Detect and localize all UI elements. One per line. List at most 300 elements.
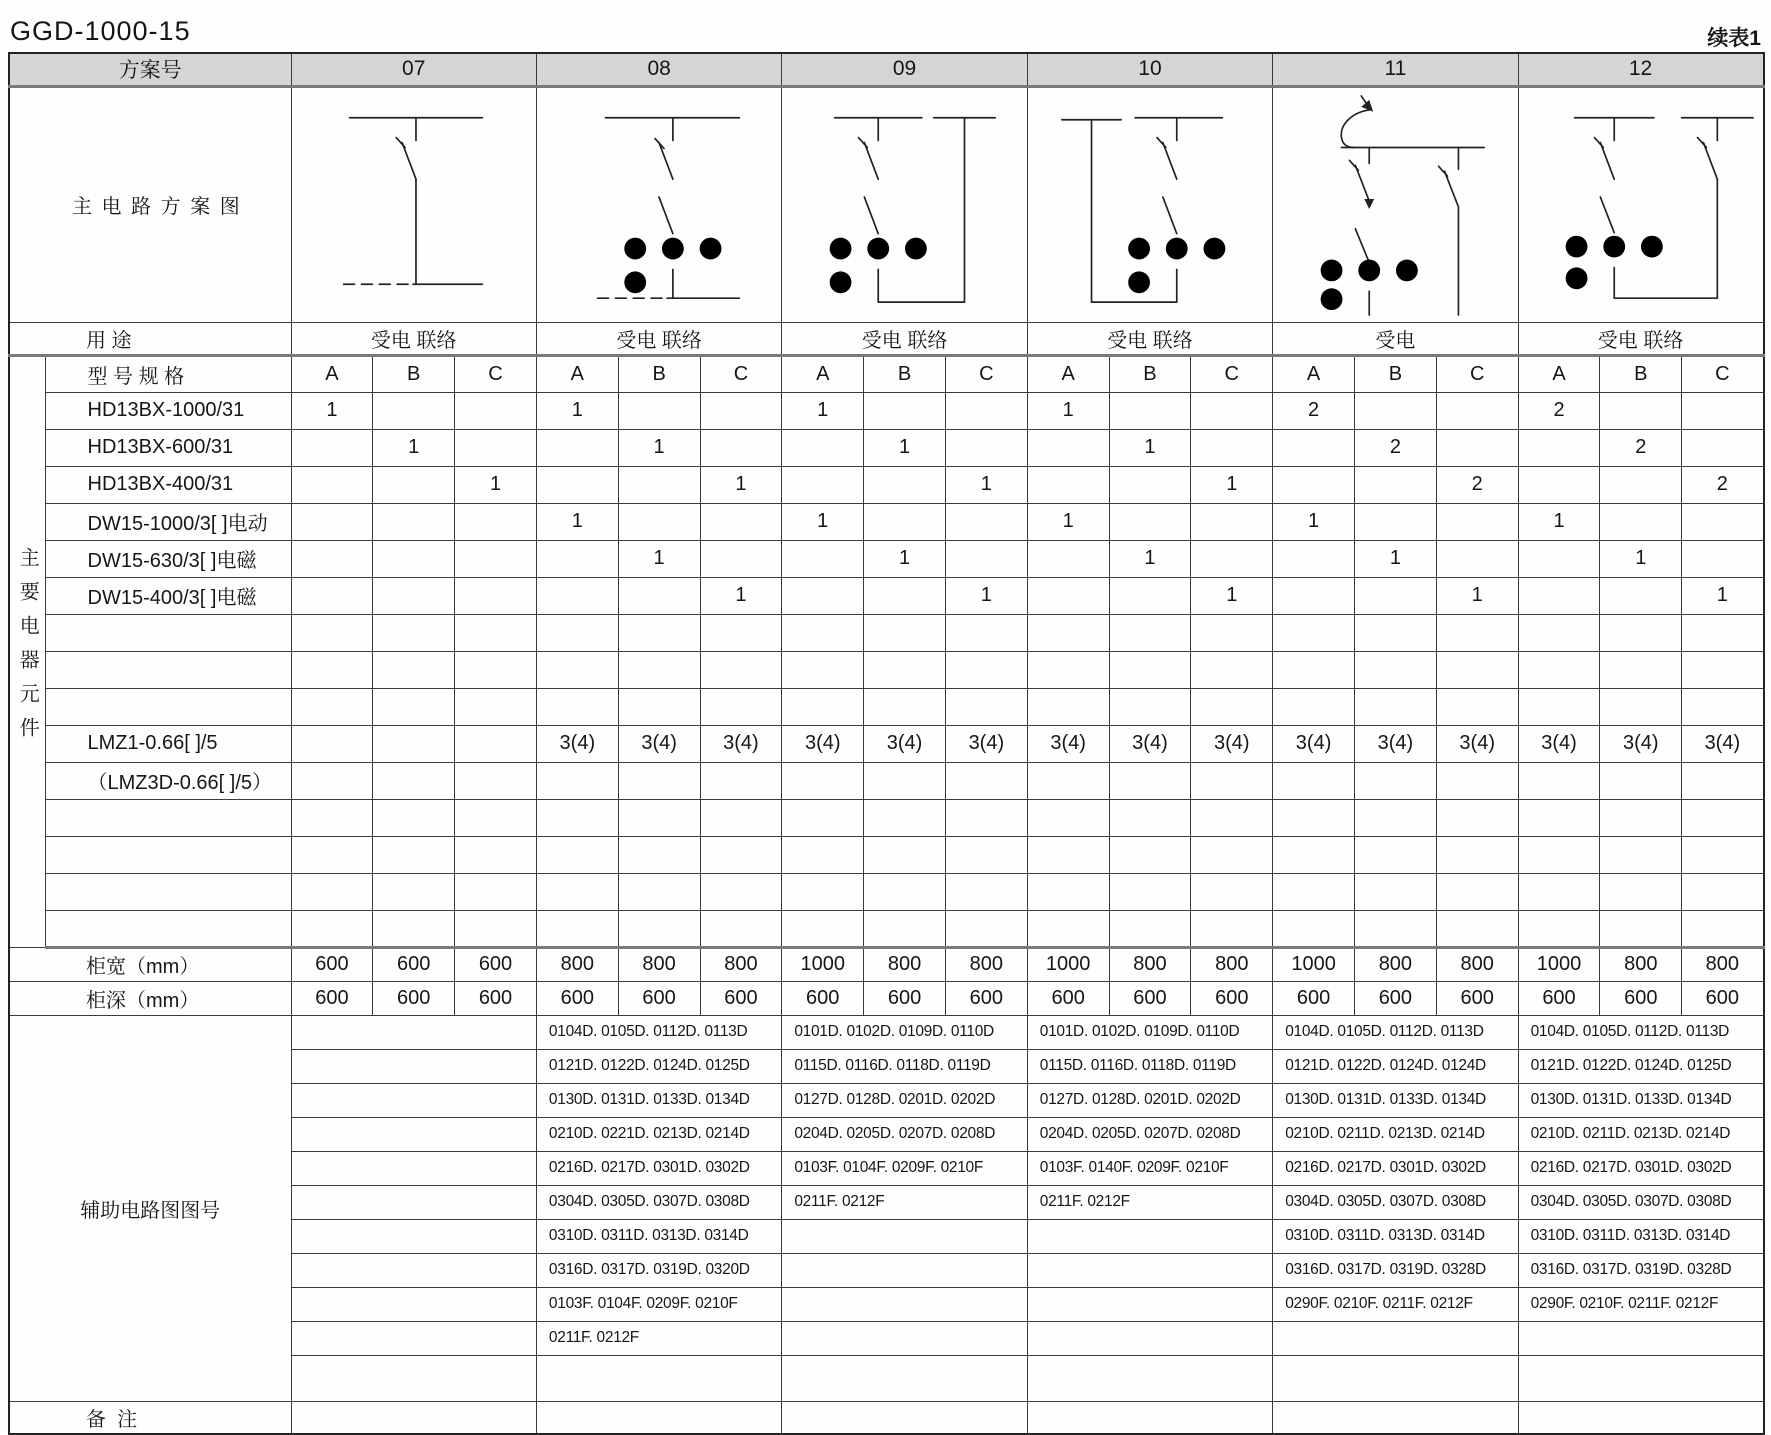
component-qty-r7-c15 <box>1518 651 1600 688</box>
component-qty-r3-c3: 1 <box>536 503 618 540</box>
component-qty-r6-c12 <box>1273 614 1355 651</box>
component-qty-r3-c1 <box>373 503 455 540</box>
cabinet-depth-value-7: 600 <box>864 981 946 1015</box>
usage-row <box>9 322 1764 355</box>
cabinet-depth-value-1: 600 <box>373 981 455 1015</box>
spec-header-row <box>9 355 1764 392</box>
component-qty-r10-c15 <box>1518 762 1600 799</box>
component-qty-r1-c16: 2 <box>1600 429 1682 466</box>
subcolumn-header-b-scheme-09: B <box>864 355 946 392</box>
component-qty-r7-c13 <box>1354 651 1436 688</box>
component-qty-r5-c7 <box>864 577 946 614</box>
subcolumn-header-c-scheme-09: C <box>945 355 1027 392</box>
component-label-2: HD13BX-400/31 <box>45 466 291 503</box>
subcolumn-header-b-scheme-07: B <box>373 355 455 392</box>
component-qty-r9-c12: 3(4) <box>1273 725 1355 762</box>
component-qty-r4-c4: 1 <box>618 540 700 577</box>
component-row-2 <box>9 466 1764 503</box>
single-line-diagram-10 <box>1028 88 1271 316</box>
component-qty-r5-c12 <box>1273 577 1355 614</box>
component-qty-r10-c16 <box>1600 762 1682 799</box>
component-qty-r14-c7 <box>864 910 946 947</box>
component-qty-r11-c15 <box>1518 799 1600 836</box>
cabinet-width-label: 柜宽（mm） <box>9 947 291 981</box>
component-qty-r10-c6 <box>782 762 864 799</box>
component-qty-r0-c4 <box>618 392 700 429</box>
component-qty-r8-c16 <box>1600 688 1682 725</box>
aux-circuit-label: 辅助电路图图号 <box>9 1015 291 1401</box>
component-qty-r12-c16 <box>1600 836 1682 873</box>
aux-empty-scheme-10 <box>1027 1355 1272 1401</box>
cabinet-width-value-5: 800 <box>700 947 782 981</box>
aux-codes-r3-scheme-10: 0204D. 0205D. 0207D. 0208D <box>1027 1117 1272 1151</box>
component-qty-r3-c9: 1 <box>1027 503 1109 540</box>
aux-codes-r4-scheme-11: 0216D. 0217D. 0301D. 0302D <box>1273 1151 1518 1185</box>
component-qty-r11-c14 <box>1436 799 1518 836</box>
component-qty-r8-c11 <box>1191 688 1273 725</box>
aux-circuit-section <box>9 1015 1764 1401</box>
component-qty-r6-c6 <box>782 614 864 651</box>
component-qty-r0-c0: 1 <box>291 392 373 429</box>
component-qty-r8-c9 <box>1027 688 1109 725</box>
single-line-diagram-07 <box>292 88 535 316</box>
remark-value-scheme-10 <box>1027 1401 1272 1434</box>
circuit-diagram-scheme-11 <box>1273 86 1518 322</box>
cabinet-depth-value-8: 600 <box>945 981 1027 1015</box>
component-qty-r2-c5: 1 <box>700 466 782 503</box>
remark-value-scheme-12 <box>1518 1401 1763 1434</box>
component-qty-r10-c9 <box>1027 762 1109 799</box>
component-qty-r13-c4 <box>618 873 700 910</box>
component-qty-r5-c10 <box>1109 577 1191 614</box>
component-qty-r10-c5 <box>700 762 782 799</box>
subcolumn-header-b-scheme-11: B <box>1354 355 1436 392</box>
aux-codes-r0-scheme-09: 0101D. 0102D. 0109D. 0110D <box>782 1015 1027 1049</box>
aux-codes-r8-scheme-08: 0103F. 0104F. 0209F. 0210F <box>536 1287 781 1321</box>
component-qty-r12-c7 <box>864 836 946 873</box>
component-qty-r1-c12 <box>1273 429 1355 466</box>
aux-codes-r5-scheme-12: 0304D. 0305D. 0307D. 0308D <box>1518 1185 1763 1219</box>
component-qty-r2-c3 <box>536 466 618 503</box>
component-qty-r12-c14 <box>1436 836 1518 873</box>
component-qty-r0-c9: 1 <box>1027 392 1109 429</box>
cabinet-depth-value-17: 600 <box>1682 981 1764 1015</box>
component-label-4: DW15-630/3[ ]电磁 <box>45 540 291 577</box>
component-qty-r7-c2 <box>455 651 537 688</box>
cabinet-width-value-14: 800 <box>1436 947 1518 981</box>
component-qty-r10-c17 <box>1682 762 1764 799</box>
component-qty-r13-c5 <box>700 873 782 910</box>
component-label-10: （LMZ3D-0.66[ ]/5） <box>45 762 291 799</box>
component-qty-r9-c11: 3(4) <box>1191 725 1273 762</box>
circuit-diagram-scheme-12 <box>1518 86 1763 322</box>
component-qty-r5-c16 <box>1600 577 1682 614</box>
component-qty-r7-c6 <box>782 651 864 688</box>
component-qty-r10-c3 <box>536 762 618 799</box>
component-qty-r13-c10 <box>1109 873 1191 910</box>
aux-codes-r9-scheme-07 <box>291 1321 536 1355</box>
component-qty-r14-c13 <box>1354 910 1436 947</box>
aux-empty-scheme-09 <box>782 1355 1027 1401</box>
remark-value-scheme-09 <box>782 1401 1027 1434</box>
component-qty-r13-c2 <box>455 873 537 910</box>
component-qty-r2-c16 <box>1600 466 1682 503</box>
subcolumn-header-b-scheme-12: B <box>1600 355 1682 392</box>
cabinet-depth-value-4: 600 <box>618 981 700 1015</box>
aux-codes-r7-scheme-08: 0316D. 0317D. 0319D. 0320D <box>536 1253 781 1287</box>
component-qty-r0-c17 <box>1682 392 1764 429</box>
aux-codes-r2-scheme-07 <box>291 1083 536 1117</box>
aux-codes-r3-scheme-12: 0210D. 0211D. 0213D. 0214D <box>1518 1117 1763 1151</box>
component-qty-r5-c6 <box>782 577 864 614</box>
component-row-8 <box>9 688 1764 725</box>
component-qty-r6-c9 <box>1027 614 1109 651</box>
component-qty-r13-c17 <box>1682 873 1764 910</box>
single-line-diagram-12 <box>1519 88 1762 316</box>
cabinet-width-value-3: 800 <box>536 947 618 981</box>
component-qty-r9-c1 <box>373 725 455 762</box>
aux-codes-r8-scheme-10 <box>1027 1287 1272 1321</box>
component-qty-r13-c11 <box>1191 873 1273 910</box>
circuit-diagram-scheme-07 <box>291 86 536 322</box>
component-row-12 <box>9 836 1764 873</box>
component-qty-r10-c1 <box>373 762 455 799</box>
component-label-3: DW15-1000/3[ ]电动 <box>45 503 291 540</box>
aux-codes-r9-scheme-08: 0211F. 0212F <box>536 1321 781 1355</box>
component-qty-r9-c6: 3(4) <box>782 725 864 762</box>
component-qty-r13-c6 <box>782 873 864 910</box>
component-qty-r3-c4 <box>618 503 700 540</box>
aux-codes-r8-scheme-09 <box>782 1287 1027 1321</box>
component-qty-r12-c1 <box>373 836 455 873</box>
component-qty-r11-c10 <box>1109 799 1191 836</box>
component-row-1 <box>9 429 1764 466</box>
component-qty-r10-c14 <box>1436 762 1518 799</box>
component-qty-r1-c2 <box>455 429 537 466</box>
component-qty-r7-c3 <box>536 651 618 688</box>
component-qty-r0-c15: 2 <box>1518 392 1600 429</box>
main-components-side-text: 主要电器元件 <box>16 546 39 751</box>
component-qty-r1-c3 <box>536 429 618 466</box>
subcolumn-header-a-scheme-10: A <box>1027 355 1109 392</box>
component-qty-r11-c9 <box>1027 799 1109 836</box>
component-qty-r14-c12 <box>1273 910 1355 947</box>
cabinet-depth-value-16: 600 <box>1600 981 1682 1015</box>
aux-codes-r1-scheme-12: 0121D. 0122D. 0124D. 0125D <box>1518 1049 1763 1083</box>
usage-value-scheme-10: 受电 联络 <box>1027 322 1272 355</box>
subcolumn-header-a-scheme-08: A <box>536 355 618 392</box>
component-qty-r6-c14 <box>1436 614 1518 651</box>
component-qty-r9-c4: 3(4) <box>618 725 700 762</box>
component-row-7 <box>9 651 1764 688</box>
component-qty-r0-c1 <box>373 392 455 429</box>
component-qty-r7-c11 <box>1191 651 1273 688</box>
cabinet-depth-value-3: 600 <box>536 981 618 1015</box>
component-qty-r1-c0 <box>291 429 373 466</box>
cabinet-width-row <box>9 947 1764 981</box>
component-qty-r12-c17 <box>1682 836 1764 873</box>
aux-codes-r7-scheme-09 <box>782 1253 1027 1287</box>
cabinet-depth-value-15: 600 <box>1518 981 1600 1015</box>
remark-label: 备 注 <box>9 1401 291 1434</box>
component-qty-r14-c8 <box>945 910 1027 947</box>
aux-codes-r5-scheme-11: 0304D. 0305D. 0307D. 0308D <box>1273 1185 1518 1219</box>
component-qty-r11-c6 <box>782 799 864 836</box>
component-qty-r3-c5 <box>700 503 782 540</box>
component-qty-r12-c12 <box>1273 836 1355 873</box>
component-qty-r2-c13 <box>1354 466 1436 503</box>
component-label-0: HD13BX-1000/31 <box>45 392 291 429</box>
component-qty-r11-c12 <box>1273 799 1355 836</box>
aux-codes-r9-scheme-10 <box>1027 1321 1272 1355</box>
component-row-13 <box>9 873 1764 910</box>
component-qty-r3-c12: 1 <box>1273 503 1355 540</box>
aux-empty-scheme-07 <box>291 1355 536 1401</box>
component-qty-r5-c1 <box>373 577 455 614</box>
circuit-diagram-scheme-09 <box>782 86 1027 322</box>
cabinet-width-value-13: 800 <box>1354 947 1436 981</box>
aux-codes-r0-scheme-08: 0104D. 0105D. 0112D. 0113D <box>536 1015 781 1049</box>
component-qty-r2-c8: 1 <box>945 466 1027 503</box>
aux-codes-r1-scheme-11: 0121D. 0122D. 0124D. 0124D <box>1273 1049 1518 1083</box>
component-qty-r4-c2 <box>455 540 537 577</box>
aux-codes-r3-scheme-09: 0204D. 0205D. 0207D. 0208D <box>782 1117 1027 1151</box>
component-qty-r1-c14 <box>1436 429 1518 466</box>
component-qty-r6-c13 <box>1354 614 1436 651</box>
component-qty-r3-c14 <box>1436 503 1518 540</box>
cabinet-width-value-8: 800 <box>945 947 1027 981</box>
component-qty-r1-c1: 1 <box>373 429 455 466</box>
single-line-diagram-11 <box>1274 88 1517 316</box>
component-qty-r6-c3 <box>536 614 618 651</box>
component-qty-r0-c8 <box>945 392 1027 429</box>
component-qty-r5-c0 <box>291 577 373 614</box>
component-qty-r7-c8 <box>945 651 1027 688</box>
cabinet-depth-value-14: 600 <box>1436 981 1518 1015</box>
component-qty-r7-c12 <box>1273 651 1355 688</box>
component-qty-r8-c8 <box>945 688 1027 725</box>
component-qty-r6-c15 <box>1518 614 1600 651</box>
component-qty-r3-c16 <box>1600 503 1682 540</box>
aux-empty-scheme-11 <box>1273 1355 1518 1401</box>
circuit-diagram-scheme-10 <box>1027 86 1272 322</box>
scheme-number-12: 12 <box>1518 53 1763 86</box>
component-qty-r8-c13 <box>1354 688 1436 725</box>
component-qty-r5-c3 <box>536 577 618 614</box>
component-qty-r12-c13 <box>1354 836 1436 873</box>
component-qty-r9-c2 <box>455 725 537 762</box>
component-qty-r14-c2 <box>455 910 537 947</box>
aux-codes-r8-scheme-12: 0290F. 0210F. 0211F. 0212F <box>1518 1287 1763 1321</box>
cabinet-width-value-12: 1000 <box>1273 947 1355 981</box>
cabinet-depth-value-12: 600 <box>1273 981 1355 1015</box>
component-qty-r8-c3 <box>536 688 618 725</box>
aux-codes-r2-scheme-10: 0127D. 0128D. 0201D. 0202D <box>1027 1083 1272 1117</box>
component-qty-r5-c11: 1 <box>1191 577 1273 614</box>
component-qty-r5-c9 <box>1027 577 1109 614</box>
aux-codes-r6-scheme-10 <box>1027 1219 1272 1253</box>
circuit-diagram-scheme-08 <box>536 86 781 322</box>
component-qty-r7-c10 <box>1109 651 1191 688</box>
cabinet-width-value-11: 800 <box>1191 947 1273 981</box>
component-qty-r10-c0 <box>291 762 373 799</box>
component-qty-r2-c1 <box>373 466 455 503</box>
aux-codes-r9-scheme-12 <box>1518 1321 1763 1355</box>
component-qty-r6-c0 <box>291 614 373 651</box>
single-line-diagram-09 <box>783 88 1026 316</box>
component-qty-r1-c4: 1 <box>618 429 700 466</box>
component-qty-r13-c13 <box>1354 873 1436 910</box>
component-qty-r3-c6: 1 <box>782 503 864 540</box>
component-qty-r4-c15 <box>1518 540 1600 577</box>
component-qty-r6-c1 <box>373 614 455 651</box>
component-qty-r4-c12 <box>1273 540 1355 577</box>
cabinet-depth-value-9: 600 <box>1027 981 1109 1015</box>
component-qty-r5-c2 <box>455 577 537 614</box>
component-qty-r2-c17: 2 <box>1682 466 1764 503</box>
component-qty-r14-c17 <box>1682 910 1764 947</box>
cabinet-depth-label: 柜深（mm） <box>9 981 291 1015</box>
aux-codes-r0-scheme-10: 0101D. 0102D. 0109D. 0110D <box>1027 1015 1272 1049</box>
component-qty-r14-c9 <box>1027 910 1109 947</box>
component-qty-r14-c14 <box>1436 910 1518 947</box>
component-qty-r9-c14: 3(4) <box>1436 725 1518 762</box>
component-qty-r0-c3: 1 <box>536 392 618 429</box>
page-title: GGD-1000-15 <box>10 16 191 46</box>
aux-codes-r1-scheme-07 <box>291 1049 536 1083</box>
component-qty-r14-c4 <box>618 910 700 947</box>
component-qty-r9-c15: 3(4) <box>1518 725 1600 762</box>
aux-codes-r2-scheme-12: 0130D. 0131D. 0133D. 0134D <box>1518 1083 1763 1117</box>
component-label-1: HD13BX-600/31 <box>45 429 291 466</box>
component-qty-r4-c16: 1 <box>1600 540 1682 577</box>
component-qty-r14-c6 <box>782 910 864 947</box>
aux-row-0 <box>9 1015 1764 1049</box>
component-qty-r13-c7 <box>864 873 946 910</box>
cabinet-depth-value-5: 600 <box>700 981 782 1015</box>
aux-codes-r5-scheme-10: 0211F. 0212F <box>1027 1185 1272 1219</box>
component-row-14 <box>9 910 1764 947</box>
component-qty-r0-c2 <box>455 392 537 429</box>
component-qty-r7-c5 <box>700 651 782 688</box>
cabinet-width-value-4: 800 <box>618 947 700 981</box>
component-qty-r9-c8: 3(4) <box>945 725 1027 762</box>
cabinet-width-value-16: 800 <box>1600 947 1682 981</box>
aux-codes-r2-scheme-08: 0130D. 0131D. 0133D. 0134D <box>536 1083 781 1117</box>
scheme-number-header-label: 方案号 <box>9 53 291 86</box>
component-qty-r5-c8: 1 <box>945 577 1027 614</box>
component-qty-r14-c3 <box>536 910 618 947</box>
component-qty-r8-c5 <box>700 688 782 725</box>
subcolumn-header-c-scheme-12: C <box>1682 355 1764 392</box>
component-qty-r3-c0 <box>291 503 373 540</box>
scheme-number-08: 08 <box>536 53 781 86</box>
aux-codes-r1-scheme-10: 0115D. 0116D. 0118D. 0119D <box>1027 1049 1272 1083</box>
aux-codes-r2-scheme-09: 0127D. 0128D. 0201D. 0202D <box>782 1083 1027 1117</box>
cabinet-width-value-1: 600 <box>373 947 455 981</box>
component-qty-r1-c11 <box>1191 429 1273 466</box>
aux-codes-r1-scheme-08: 0121D. 0122D. 0124D. 0125D <box>536 1049 781 1083</box>
component-qty-r9-c5: 3(4) <box>700 725 782 762</box>
aux-codes-r6-scheme-11: 0310D. 0311D. 0313D. 0314D <box>1273 1219 1518 1253</box>
scheme-number-07: 07 <box>291 53 536 86</box>
component-qty-r8-c7 <box>864 688 946 725</box>
component-qty-r3-c11 <box>1191 503 1273 540</box>
component-qty-r11-c3 <box>536 799 618 836</box>
component-qty-r1-c9 <box>1027 429 1109 466</box>
cabinet-width-value-10: 800 <box>1109 947 1191 981</box>
cabinet-depth-value-10: 600 <box>1109 981 1191 1015</box>
component-qty-r0-c11 <box>1191 392 1273 429</box>
component-qty-r14-c16 <box>1600 910 1682 947</box>
aux-codes-r4-scheme-08: 0216D. 0217D. 0301D. 0302D <box>536 1151 781 1185</box>
component-qty-r2-c2: 1 <box>455 466 537 503</box>
component-qty-r11-c13 <box>1354 799 1436 836</box>
component-qty-r10-c8 <box>945 762 1027 799</box>
usage-value-scheme-12: 受电 联络 <box>1518 322 1763 355</box>
component-qty-r12-c9 <box>1027 836 1109 873</box>
aux-codes-r4-scheme-09: 0103F. 0104F. 0209F. 0210F <box>782 1151 1027 1185</box>
component-qty-r1-c15 <box>1518 429 1600 466</box>
usage-value-scheme-09: 受电 联络 <box>782 322 1027 355</box>
component-qty-r13-c1 <box>373 873 455 910</box>
component-qty-r2-c9 <box>1027 466 1109 503</box>
aux-codes-r3-scheme-11: 0210D. 0211D. 0213D. 0214D <box>1273 1117 1518 1151</box>
component-label-6 <box>45 614 291 651</box>
main-circuit-diagram-label: 主 电 路 方 案 图 <box>9 86 291 322</box>
component-qty-r14-c11 <box>1191 910 1273 947</box>
component-qty-r1-c5 <box>700 429 782 466</box>
component-qty-r2-c11: 1 <box>1191 466 1273 503</box>
aux-codes-r3-scheme-08: 0210D. 0221D. 0213D. 0214D <box>536 1117 781 1151</box>
component-qty-r5-c14: 1 <box>1436 577 1518 614</box>
component-qty-r12-c11 <box>1191 836 1273 873</box>
component-qty-r10-c4 <box>618 762 700 799</box>
component-qty-r1-c8 <box>945 429 1027 466</box>
component-qty-r12-c3 <box>536 836 618 873</box>
component-qty-r11-c0 <box>291 799 373 836</box>
remark-value-scheme-08 <box>536 1401 781 1434</box>
component-qty-r13-c3 <box>536 873 618 910</box>
aux-codes-r8-scheme-07 <box>291 1287 536 1321</box>
cabinet-width-value-2: 600 <box>455 947 537 981</box>
subcolumn-header-b-scheme-10: B <box>1109 355 1191 392</box>
aux-codes-r6-scheme-12: 0310D. 0311D. 0313D. 0314D <box>1518 1219 1763 1253</box>
scheme-spec-table <box>8 52 1765 1435</box>
component-qty-r12-c5 <box>700 836 782 873</box>
usage-label: 用 途 <box>9 322 291 355</box>
aux-codes-r1-scheme-09: 0115D. 0116D. 0118D. 0119D <box>782 1049 1027 1083</box>
scheme-number-09: 09 <box>782 53 1027 86</box>
component-qty-r6-c7 <box>864 614 946 651</box>
component-qty-r7-c17 <box>1682 651 1764 688</box>
subcolumn-header-a-scheme-07: A <box>291 355 373 392</box>
remark-value-scheme-07 <box>291 1401 536 1434</box>
component-qty-r11-c17 <box>1682 799 1764 836</box>
component-qty-r12-c4 <box>618 836 700 873</box>
cabinet-width-value-9: 1000 <box>1027 947 1109 981</box>
continuation-label: 续表1 <box>1707 27 1761 50</box>
component-label-11 <box>45 799 291 836</box>
component-qty-r9-c13: 3(4) <box>1354 725 1436 762</box>
component-qty-r10-c13 <box>1354 762 1436 799</box>
main-circuit-diagram-row <box>9 86 1764 322</box>
component-qty-r8-c1 <box>373 688 455 725</box>
remark-value-scheme-11 <box>1273 1401 1518 1434</box>
component-qty-r2-c6 <box>782 466 864 503</box>
component-qty-r13-c12 <box>1273 873 1355 910</box>
component-qty-r0-c14 <box>1436 392 1518 429</box>
